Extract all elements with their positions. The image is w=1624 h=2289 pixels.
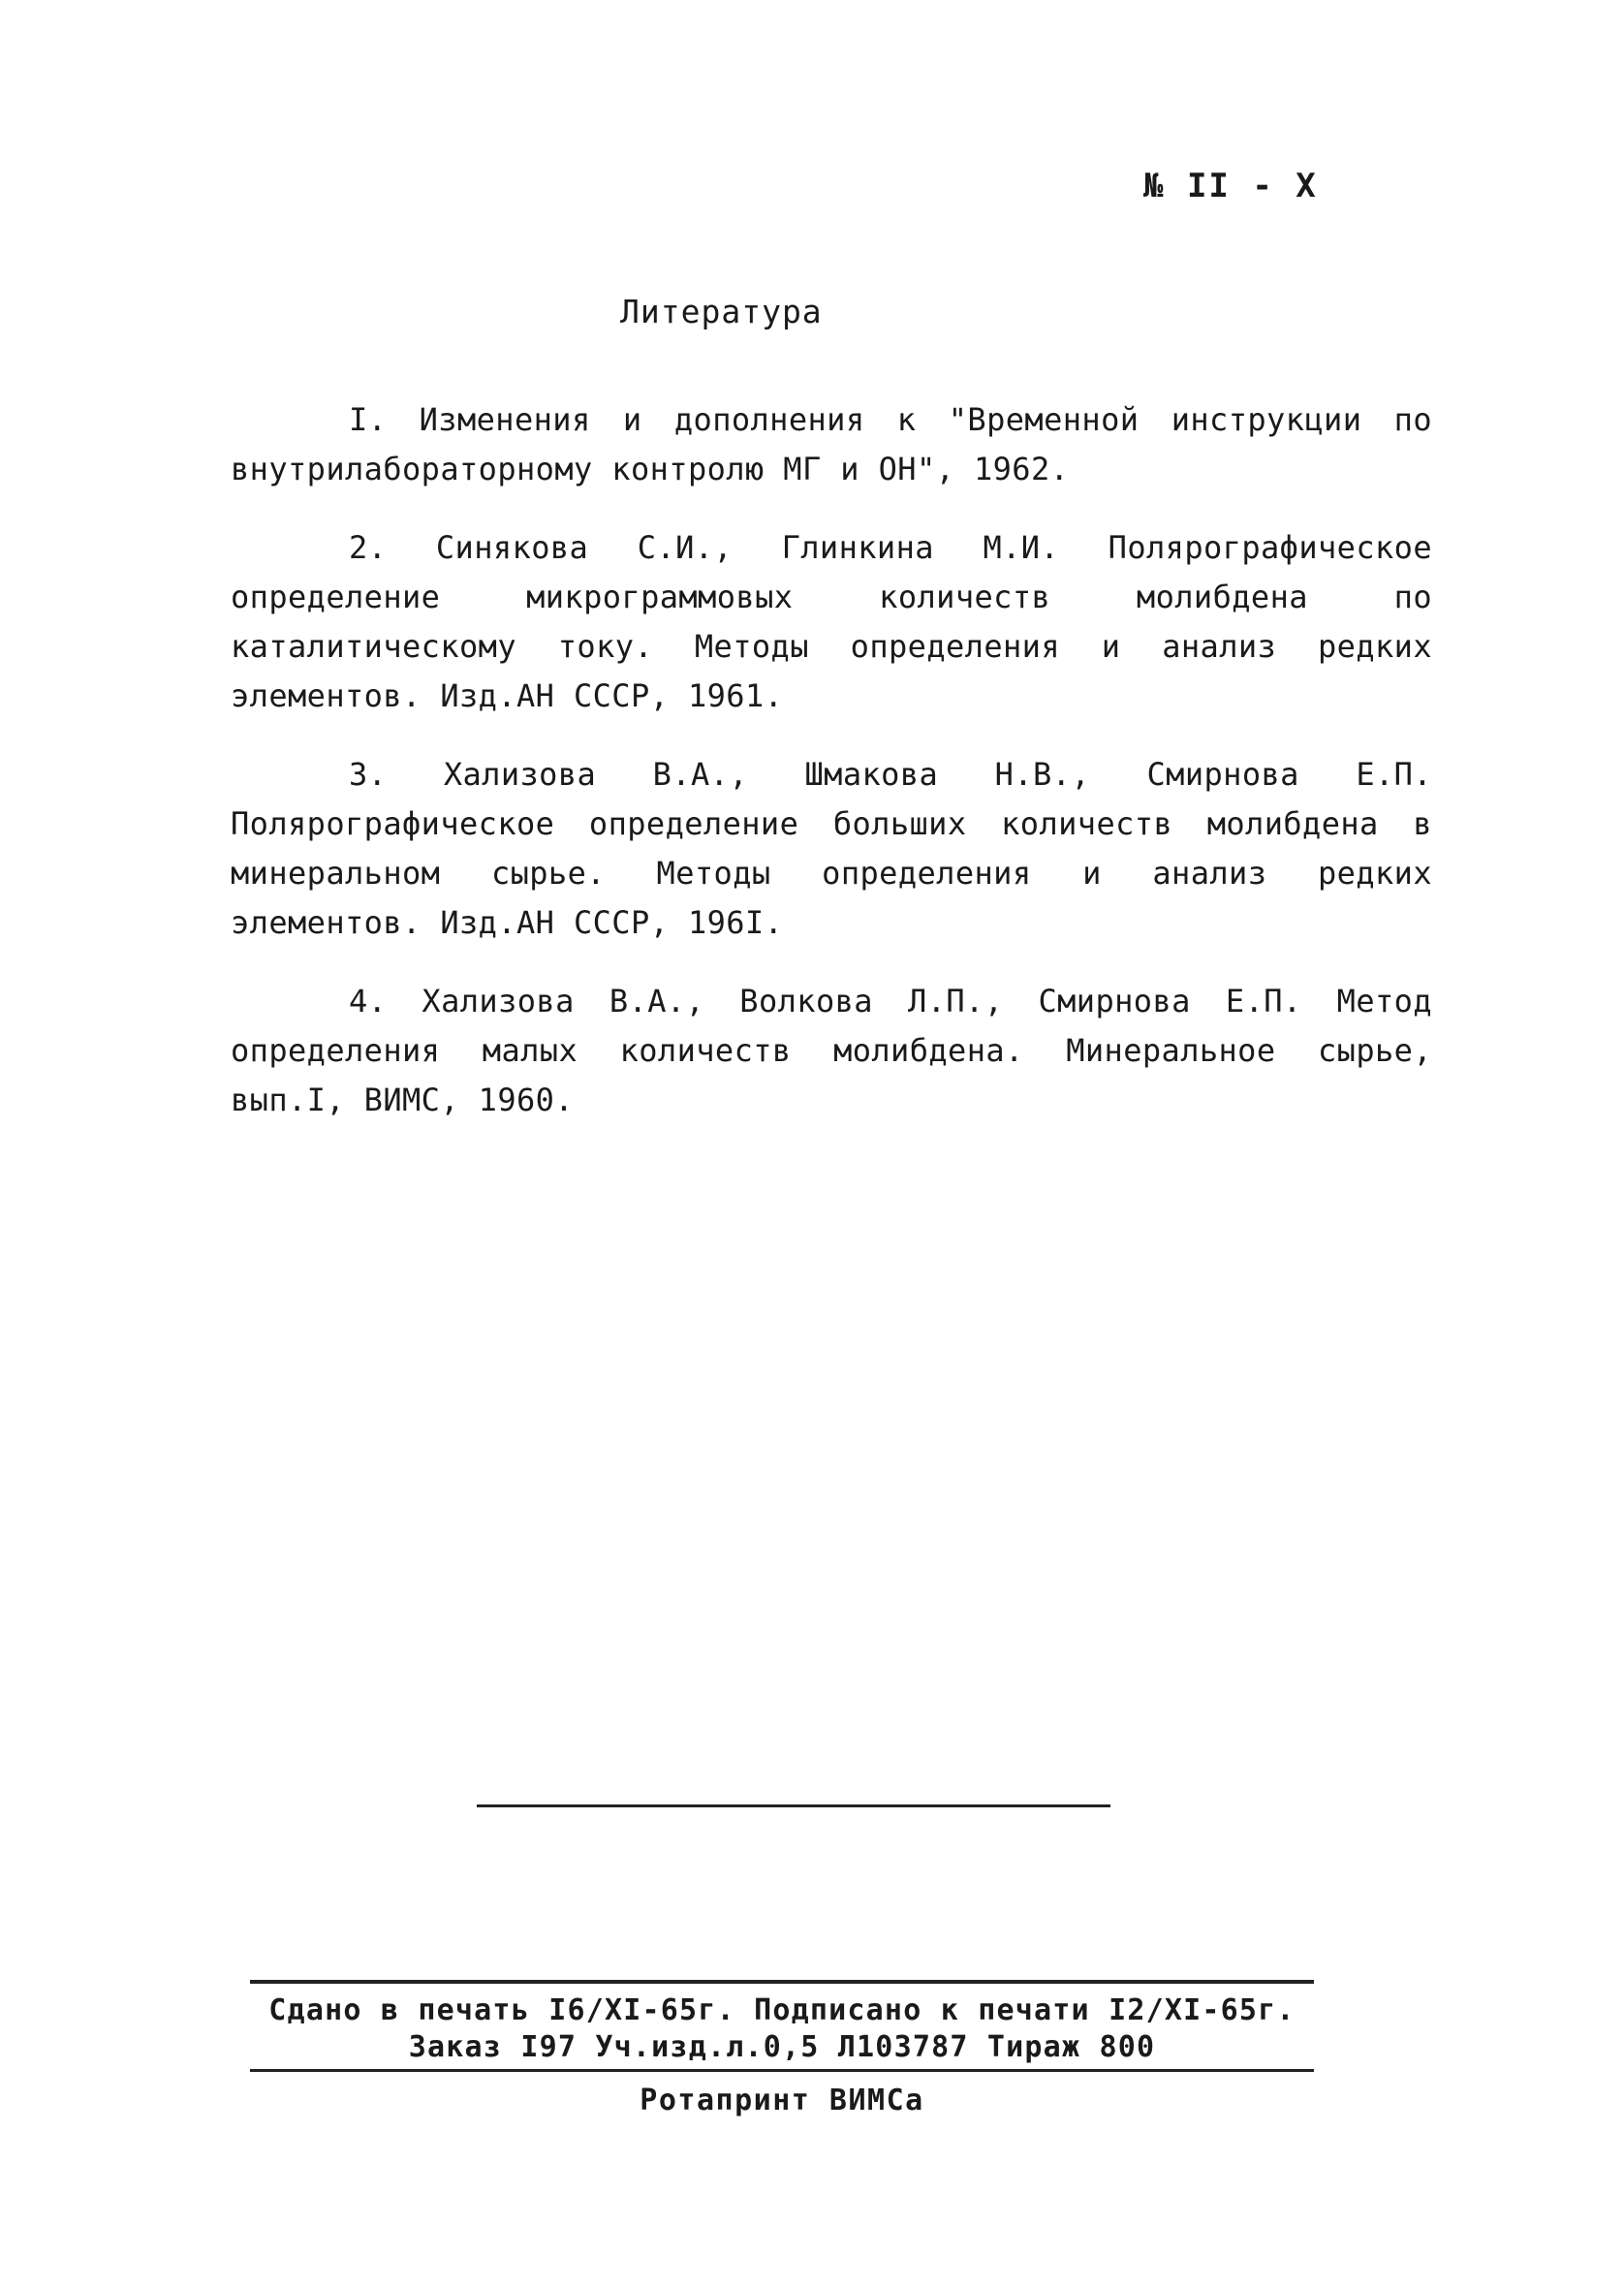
reference-item: 2. Синякова С.И., Глинкина М.И. Полярографическое определение микрограммовых количеств молибдена по каталитическому току. Методы определения и анализ редких элементов. Изд.АН СССР, 1961.	[231, 529, 1432, 714]
imprint-top-rule	[250, 1980, 1314, 1984]
imprint-print-dates: Сдано в печать I6/XI-65г. Подписано к печати I2/XI-65г.	[268, 1993, 1296, 2027]
imprint-order-info: Заказ I97 Уч.изд.л.0,5 Л103787 Тираж 800	[408, 2030, 1156, 2064]
reference-item: I. Изменения и дополнения к "Временной инструкции по внутрилабораторному контролю МГ и ОН", 1962.	[231, 401, 1432, 487]
imprint-printer: Ротапринт ВИМСа	[640, 2084, 924, 2117]
imprint-bottom-rule	[250, 2069, 1314, 2072]
separator-rule	[477, 1804, 1110, 1807]
reference-list	[231, 395, 1432, 1154]
reference-item: 4. Хализова В.А., Волкова Л.П., Смирнова Е.П. Метод определения малых количеств молибдена. Минеральное сырье, вып.I, ВИМС, 1960.	[231, 983, 1432, 1118]
page-title: Литература	[620, 293, 823, 330]
imprint-block	[250, 1980, 1314, 2120]
reference-item: 3. Хализова В.А., Шмакова Н.В., Смирнова Е.П. Полярографическое определение больших количеств молибдена в минеральном сырье. Методы определения и анализ редких элементов. Изд.АН СССР, 196I.	[231, 756, 1432, 941]
document-number: № II - X	[1143, 167, 1318, 205]
